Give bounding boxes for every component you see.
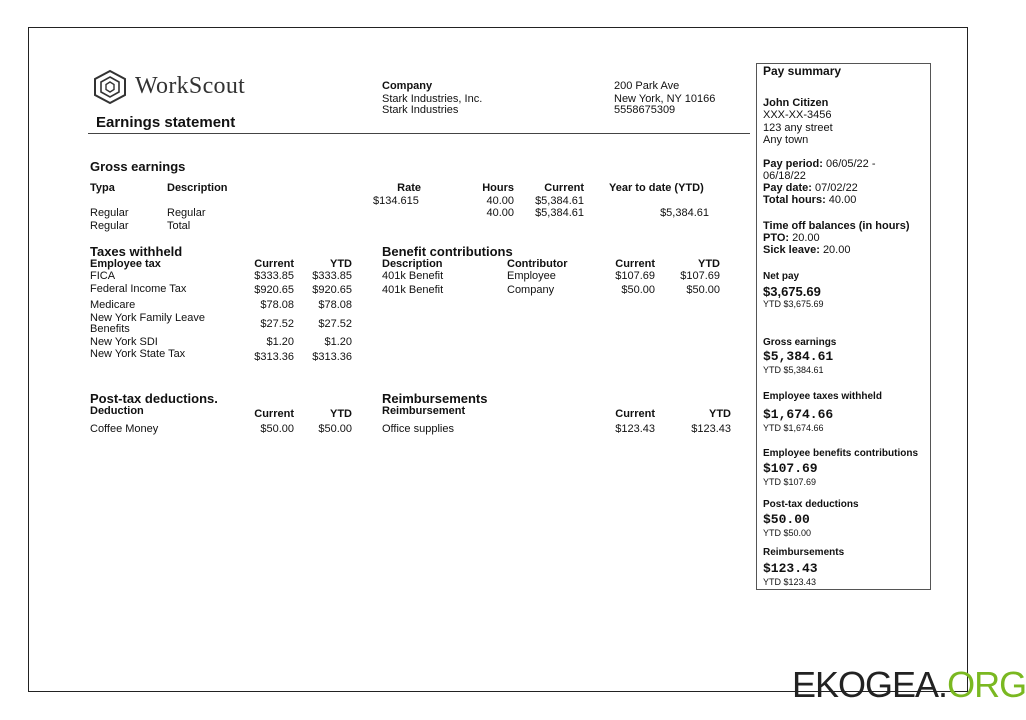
reimbursements-label: Reimbursements	[763, 547, 845, 558]
time-off-title: Time off balances (in hours)	[763, 220, 910, 232]
benefit-row-description: 401k Benefit	[382, 284, 444, 296]
benefits-col-contributor: Contributor	[507, 258, 568, 270]
taxes-col-current: Current	[254, 258, 294, 270]
tax-row-name: FICA	[90, 270, 116, 282]
gross-row-type: Regular	[90, 220, 129, 232]
tax-row-ytd: $333.85	[312, 270, 352, 282]
pay-period-label: Pay period:	[763, 158, 823, 170]
statement-title: Earnings statement	[96, 114, 236, 131]
watermark-text-accent: ORG	[947, 664, 1026, 705]
tax-row-current: $27.52	[260, 318, 294, 330]
tax-row-current: $78.08	[260, 299, 294, 311]
pto-balance	[763, 232, 820, 244]
posttax-deductions-ytd: YTD $50.00	[763, 528, 812, 538]
header-divider	[88, 133, 750, 134]
gross-earnings-value: $5,384.61	[763, 349, 834, 364]
reimb-col-name: Reimbursement	[382, 405, 466, 417]
pay-summary-panel	[756, 63, 931, 590]
reimb-col-current: Current	[615, 408, 655, 420]
posttax-row-current: $50.00	[260, 423, 294, 435]
company-name: Stark Industries, Inc.	[382, 93, 483, 105]
employee-town: Any town	[763, 134, 809, 146]
benefit-row-ytd: $50.00	[686, 284, 720, 296]
watermark-text-main: EKOGEA.	[792, 664, 948, 705]
total-hours-value: 40.00	[828, 194, 857, 206]
reimbursements-ytd: YTD $123.43	[763, 577, 817, 587]
company-label: Company	[382, 80, 433, 92]
taxes-withheld-title: Taxes withheld	[90, 244, 183, 259]
tax-row-ytd: $78.08	[318, 299, 352, 311]
reimb-row-name: Office supplies	[382, 423, 454, 435]
gross-row-hours: 40.00	[486, 207, 514, 219]
company-phone: 5558675309	[614, 104, 676, 116]
posttax-col-name: Deduction	[90, 405, 144, 417]
reimb-row-current: $123.43	[615, 423, 655, 435]
benefit-row-current: $50.00	[621, 284, 655, 296]
posttax-deductions-label: Post-tax deductions	[763, 499, 859, 510]
pay-period	[763, 158, 876, 170]
watermark	[792, 664, 1026, 706]
pay-summary-title: Pay summary	[763, 64, 842, 78]
gross-row-current: $5,384.61	[535, 207, 584, 219]
net-pay-ytd: YTD $3,675.69	[763, 299, 824, 309]
gross-row-description: Regular	[167, 207, 206, 219]
benefit-row-ytd: $107.69	[680, 270, 720, 282]
tax-row-ytd: $313.36	[312, 351, 352, 363]
tax-row-name: Medicare	[90, 299, 136, 311]
pay-date	[763, 182, 858, 194]
tax-row-current: $333.85	[254, 270, 294, 282]
employee-taxes-label: Employee taxes withheld	[763, 391, 882, 402]
logo-text: WorkScout	[135, 73, 246, 99]
hexagon-logo-icon	[92, 70, 128, 104]
sick-leave-balance	[763, 244, 850, 256]
benefits-col-current: Current	[615, 258, 655, 270]
employee-name: John Citizen	[763, 97, 829, 109]
taxes-col-name: Employee tax	[90, 258, 161, 270]
benefit-contributions-title: Benefit contributions	[382, 244, 513, 259]
benefits-col-description: Description	[382, 258, 443, 270]
posttax-row-ytd: $50.00	[318, 423, 352, 435]
gross-col-ytd: Year to date (YTD)	[609, 182, 704, 194]
address-line-2: New York, NY 10166	[614, 93, 716, 105]
tax-row-current: $313.36	[254, 351, 294, 363]
gross-row-current: $5,384.61	[535, 195, 584, 207]
tax-row-ytd: $27.52	[318, 318, 352, 330]
pay-date-label: Pay date:	[763, 182, 812, 194]
reimb-row-ytd: $123.43	[691, 423, 731, 435]
gross-col-type: Typa	[90, 182, 115, 194]
employee-benefits-label: Employee benefits contributions	[763, 448, 919, 459]
net-pay-value: $3,675.69	[763, 284, 821, 299]
pay-date-value: 07/02/22	[814, 182, 858, 194]
gross-row-ytd: $5,384.61	[660, 207, 709, 219]
benefit-row-contributor: Company	[507, 284, 555, 296]
employee-ssn: XXX-XX-3456	[763, 109, 832, 121]
reimbursements-value: $123.43	[763, 561, 818, 576]
gross-row-description: Total	[167, 220, 191, 232]
tax-row-name-line2: Benefits	[90, 323, 130, 335]
address-line-1: 200 Park Ave	[614, 80, 680, 92]
gross-earnings-title: Gross earnings	[90, 159, 186, 174]
gross-row-rate: $134.615	[373, 195, 419, 207]
net-pay-label: Net pay	[763, 271, 800, 282]
gross-col-rate: Rate	[397, 182, 421, 194]
reimb-col-ytd: YTD	[709, 408, 731, 420]
gross-earnings-label: Gross earnings	[763, 337, 837, 348]
gross-col-current: Current	[544, 182, 584, 194]
tax-row-name: New York State Tax	[90, 348, 186, 360]
taxes-col-ytd: YTD	[330, 258, 352, 270]
benefit-row-contributor: Employee	[507, 270, 556, 282]
gross-row-hours: 40.00	[486, 195, 514, 207]
tax-row-name-line1: New York Family Leave	[90, 312, 205, 324]
tax-row-name: New York SDI	[90, 336, 158, 348]
company-short-name: Stark Industries	[382, 104, 459, 116]
gross-row-type: Regular	[90, 207, 129, 219]
benefit-row-description: 401k Benefit	[382, 270, 444, 282]
sick-leave-label: Sick leave:	[763, 244, 820, 256]
gross-col-hours: Hours	[482, 182, 514, 194]
posttax-col-ytd: YTD	[330, 408, 352, 420]
posttax-col-current: Current	[254, 408, 294, 420]
tax-row-current: $1.20	[266, 336, 294, 348]
tax-row-ytd: $920.65	[312, 284, 352, 296]
employee-taxes-ytd: YTD $1,674.66	[763, 423, 824, 433]
gross-earnings-ytd: YTD $5,384.61	[763, 365, 824, 375]
tax-row-ytd: $1.20	[324, 336, 352, 348]
pay-period-end: 06/18/22	[763, 170, 806, 182]
sick-leave-value: 20.00	[822, 244, 851, 256]
posttax-row-name: Coffee Money	[90, 423, 159, 435]
posttax-deductions-title: Post-tax deductions.	[90, 391, 218, 406]
posttax-deductions-value: $50.00	[763, 512, 810, 527]
total-hours	[763, 194, 856, 206]
tax-row-current: $920.65	[254, 284, 294, 296]
total-hours-label: Total hours:	[763, 194, 826, 206]
pay-period-start: 06/05/22 -	[825, 158, 876, 170]
employee-benefits-value: $107.69	[763, 461, 818, 476]
gross-col-description: Description	[167, 182, 228, 194]
tax-row-name: Federal Income Tax	[90, 283, 187, 295]
pto-value: 20.00	[792, 232, 820, 244]
employee-benefits-ytd: YTD $107.69	[763, 477, 817, 487]
benefits-col-ytd: YTD	[698, 258, 720, 270]
workscout-logo	[92, 70, 282, 106]
employee-taxes-value: $1,674.66	[763, 407, 834, 422]
reimbursements-title: Reimbursements	[382, 391, 488, 406]
benefit-row-current: $107.69	[615, 270, 655, 282]
employee-street: 123 any street	[763, 122, 833, 134]
pto-label: PTO:	[763, 232, 790, 244]
